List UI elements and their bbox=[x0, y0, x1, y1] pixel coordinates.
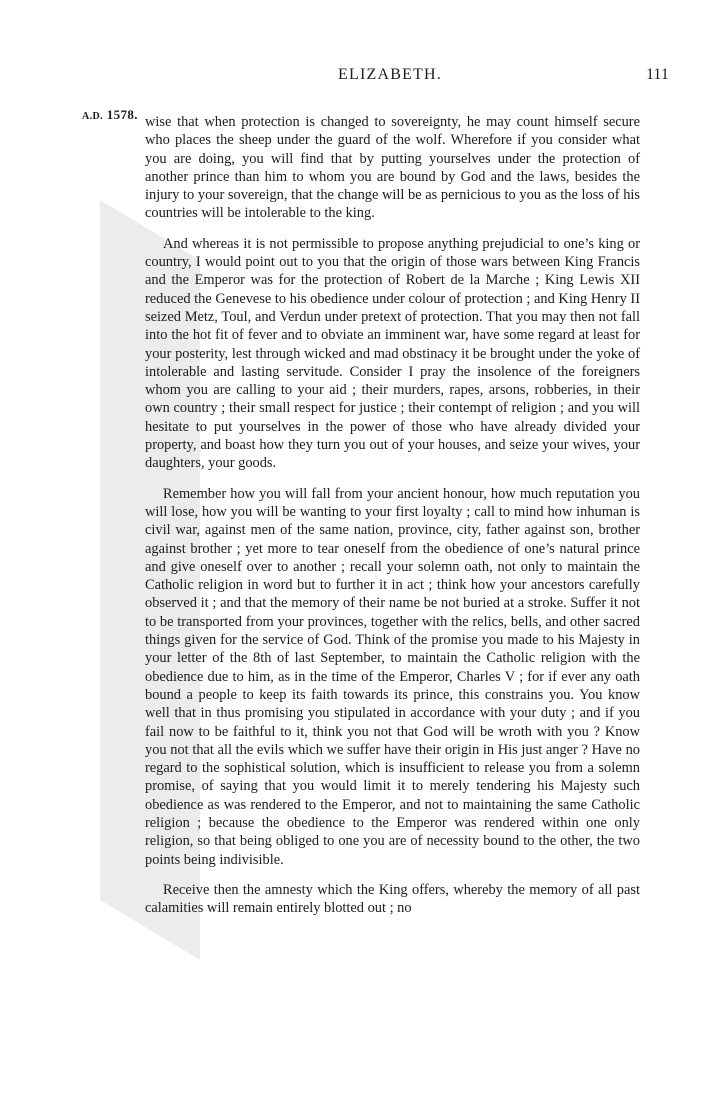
paragraph-continuation: wise that when protection is changed to sovereignty, he may count himself secure who places the sheep under the guard of the wolf. Wherefore if you consider what you are doing, you will find that by putting yourselves under the protection of another prince than him to whom you are bound by God and the laws, besides the injury to your sovereign, that the change will be as pernicious to you as the loss of his countries will be intolerable to the king. bbox=[145, 114, 640, 222]
margin-date-prefix: A.D. bbox=[82, 111, 104, 122]
running-head bbox=[0, 66, 709, 86]
paragraph: Receive then the amnesty which the King offers, whereby the memory of all past calamities will remain entirely blotted out ; no bbox=[145, 881, 640, 917]
paragraph: Remember how you will fall from your ancient honour, how much reputation you will lose, how you will be wanting to your first loyalty ; call to mind how inhuman is civil war, against men of the same nation, province, city, father against son, brother against brother ; yet more to tear oneself from the obedience of one’s natural prince and give oneself over to another ; recall your solemn oath, not only to maintain the Catholic religion in word but to further it in act ; think how your ancestors carefully observed it ; and that the memory of their name be not buried at a stroke. Suffer it not to be transported from your provinces, together with the relics, bells, and other sacred things given for the service of God. Think of the promise you made to his Majesty in your letter of the 8th of last September, to maintain the Catholic religion with the obedience due to him, as in the time of the Emperor, Charles V ; for if ever any oath bound a people to keep its faith towards its prince, this constrains you. You know well that in thus promising you stipulated in accordance with your duty ; and if you fail now to be faithful to it, think you not that God will be wroth with you ? Know you not that all the evils which we suffer have their origin in His just anger ? Have no regard to the sophistical solution, which is insufficient to release you from a solemn promise, of saying that you would limit it to merely tendering his Majesty such obedience as was rendered to the Emperor, and not to maintaining the same Catholic religion ; because the obedience to the Emperor was rendered within one only religion, so that being obliged to one you are of necessity bound to the other, the two points being indivisible. bbox=[145, 485, 640, 868]
paragraph: And whereas it is not permissible to propose anything prejudicial to one’s king or country, I would point out to you that the origin of those wars between King Francis and the Emperor was for the protection of Robert de la Marche ; King Lewis XII reduced the Genevese to his obedience under colour of protection ; and King Henry II seized Metz, Toul, and Verdun under pretext of protection. That you may then not fall into the hot fit of fever and to obviate an imminent war, have some regard at least for your posterity, lest through wicked and mad obstinacy it be brought under the yoke of intolerable and lasting servitude. Consider I pray the insolence of the foreigners whom you are calling to your aid ; their murders, rapes, arsons, robberies, in their own country ; their small respect for justice ; their contempt of religion ; and you will hesitate to put yourselves in the power of those who have already divided your property, and boast how they turn you out of your houses, and seize your wives, your daughters, your goods. bbox=[145, 235, 640, 472]
body-text bbox=[145, 113, 640, 929]
page-number: 111 bbox=[646, 66, 669, 83]
margin-date-year: 1578. bbox=[103, 107, 138, 122]
margin-date bbox=[82, 107, 138, 123]
running-title: ELIZABETH. bbox=[338, 66, 442, 83]
